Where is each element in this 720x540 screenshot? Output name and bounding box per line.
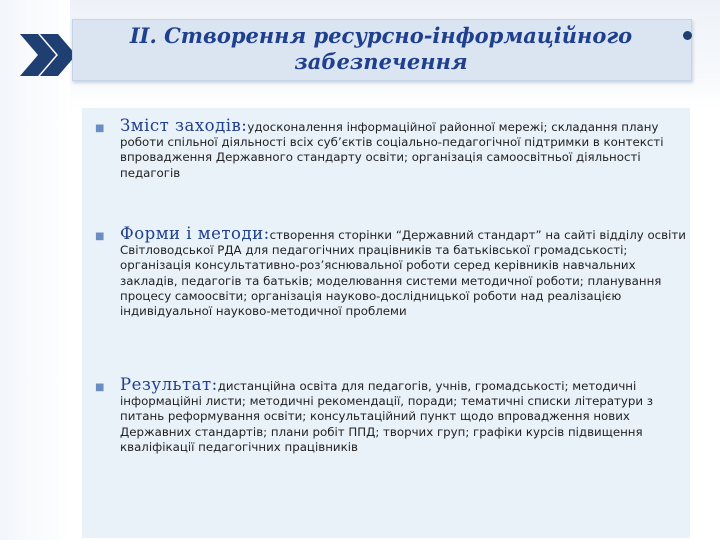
item-label: Форми і методи: [120, 224, 270, 243]
page-title: ІІ. Створення ресурсно-інформаційного забезпечення [129, 23, 633, 74]
item-body [97, 226, 687, 319]
item-text: дистанційна освіта для педагогів, учнів, громадськості; методичні інформаційні листи; методичні рекомендації, поради; тематичні списки літератури з питань реформування освіти; консультаційний пункт щодо впровадження нових Державних стандартів; плани робіт ППД; творчих груп; графіки курсів підвищення кваліфікації педагогічних працівників [120, 379, 654, 454]
item-label: Результат: [120, 375, 218, 394]
square-bullet-icon: ■ [95, 123, 105, 134]
double-chevron-icon [18, 30, 78, 80]
item-text: створення сторінки “Державний стандарт” на сайті відділу освіти Світловодської РДА для педагогічних працівників та батьківської громадськості; організація консультативно-роз’яснювальної роботи серед керівників навчальних закладів, педагогів та батьків; моделювання системи методичної роботи; планування процесу самоосвіти; організація науково-дослідницької роботи над реалізацією індивідуальної науково-методичної проблеми [120, 228, 686, 319]
item-text: удосконалення інформаційної районної мережі; складання плану роботи спільної діяльності всіх суб’єктів соціально-педагогічної підтримки в контексті впровадження Державного стандарту освіти; організація самоосвітньої діяльності педагогів [120, 120, 664, 180]
square-bullet-icon: ■ [95, 382, 105, 393]
list-item [97, 226, 687, 319]
left-decoration [0, 0, 70, 540]
item-body [97, 118, 687, 181]
list-item [97, 118, 687, 181]
item-body [97, 377, 687, 455]
square-bullet-icon: ■ [95, 231, 105, 242]
item-label: Зміст заходів: [120, 116, 248, 135]
list-item [97, 377, 687, 455]
